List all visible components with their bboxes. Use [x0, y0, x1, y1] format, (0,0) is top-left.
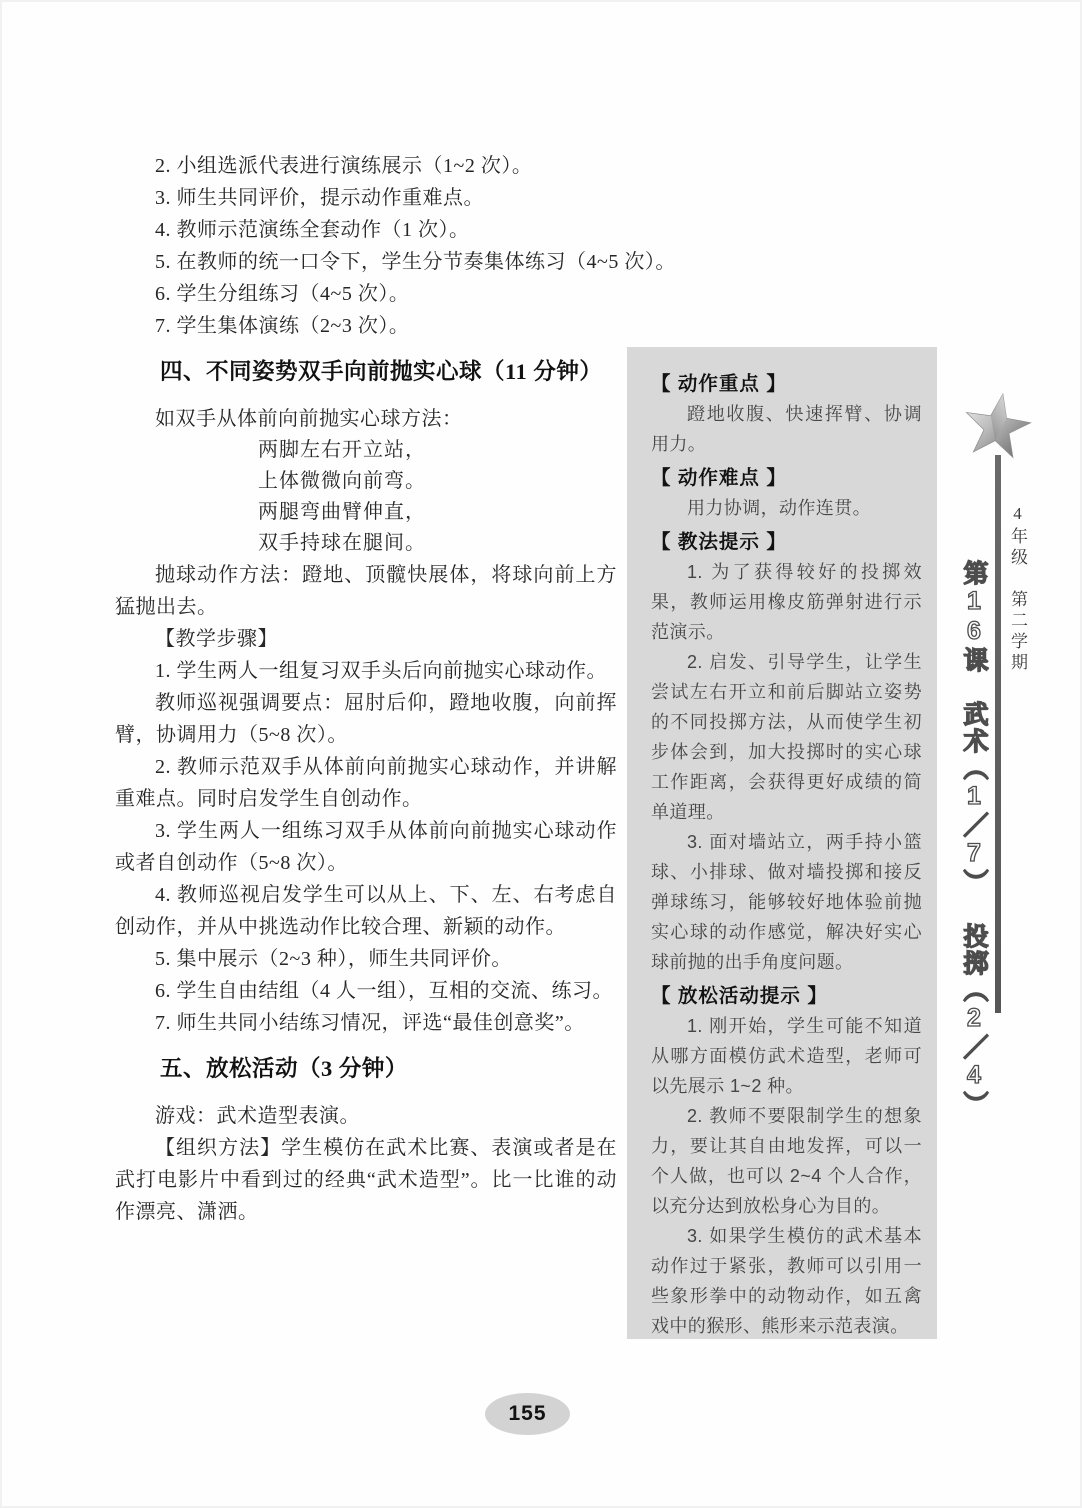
paragraph: 6. 学生自由结组（4 人一组），互相的交流、练习。 — [155, 980, 613, 1002]
tips-paragraph: 3. 面对墙站立，两手持小篮球、小排球、做对墙投掷和接反弹球练习，能够较好地体验前抛实心球的动作感觉，解决好实心球前抛的出手角度问题。 — [651, 832, 922, 972]
tips-paragraph: 2. 教师不要限制学生的想象力，要让其自由地发挥，可以一个人做，也可以 2~4 个人合作，以充分达到放松身心为目的。 — [651, 1106, 922, 1216]
page-number: 155 — [508, 1402, 547, 1425]
tips-heading: 【 放松活动提示 】 — [651, 985, 828, 1007]
list-item: 3. 师生共同评价，提示动作重难点。 — [155, 187, 484, 209]
rhyme-line: 两脚左右开立站， — [258, 439, 426, 461]
paragraph: 【组织方法】学生模仿在武术比赛、表演或者是在武打电影片中看到过的经典“武术造型”。比一比谁的动作漂亮、潇洒。 — [115, 1137, 617, 1223]
list-item: 4. 教师示范演练全套动作（1 次）。 — [155, 219, 470, 241]
tips-box — [627, 347, 937, 1339]
grade-label: 4年级 第二学期 — [1008, 504, 1027, 674]
list-item: 5. 在教师的统一口令下，学生分节奏集体练习（4~5 次）。 — [155, 251, 676, 273]
tips-heading: 【 动作难点 】 — [651, 467, 787, 489]
section-4-heading: 四、不同姿势双手向前抛实心球（11 分钟） — [160, 359, 603, 384]
section-4-intro: 如双手从体前向前抛实心球方法： — [155, 408, 463, 430]
rhyme-line: 上体微微向前弯。 — [258, 470, 426, 492]
rhyme-line: 双手持球在腿间。 — [258, 532, 426, 554]
tips-paragraph: 2. 启发、引导学生，让学生尝试左右开立和前后脚站立姿势的不同投掷方法，从而使学生初步体会到，加大投掷时的实心球工作距离，会获得更好成绩的简单道理。 — [651, 652, 922, 822]
tips-paragraph: 蹬地收腹、快速挥臂、协调用力。 — [651, 404, 922, 454]
paragraph: 5. 集中展示（2~3 种），师生共同评价。 — [155, 948, 512, 970]
paragraph: 【教学步骤】 — [155, 628, 278, 650]
tips-paragraph: 3. 如果学生模仿的武术基本动作过于紧张，教师可以引用一些象形拳中的动物动作，如五禽戏中的猴形、熊形来示范表演。 — [651, 1226, 922, 1336]
list-item: 6. 学生分组练习（4~5 次）。 — [155, 283, 410, 305]
rhyme-line: 两腿弯曲臂伸直， — [258, 501, 426, 523]
tips-paragraph: 1. 刚开始，学生可能不知道从哪方面模仿武术造型，老师可以先展示 1~2 种。 — [651, 1016, 922, 1096]
margin-line — [995, 455, 1001, 1013]
star-icon — [955, 392, 1039, 460]
paragraph: 4. 教师巡视启发学生可以从上、下、左、右考虑自创动作，并从中挑选动作比较合理、新颖的动作。 — [115, 884, 617, 938]
paragraph: 2. 教师示范双手从体前向前抛实心球动作，并讲解重难点。同时启发学生自创动作。 — [115, 756, 617, 810]
main-content — [115, 150, 676, 1228]
list-item: 2. 小组选派代表进行演练展示（1~2 次）。 — [155, 155, 533, 177]
rhyme-block — [115, 435, 617, 559]
tips-paragraph: 1. 为了获得较好的投掷效果，教师运用橡皮筋弹射进行示范演示。 — [651, 562, 922, 642]
section-5-heading: 五、放松活动（3 分钟） — [160, 1056, 408, 1081]
lesson-label: 第16课 武术︵1／7︶ 投掷︵2／4︶ — [960, 560, 988, 1118]
paragraph: 游戏：武术造型表演。 — [155, 1105, 360, 1127]
tips-heading: 【 教法提示 】 — [651, 531, 787, 553]
page-number-badge — [485, 1393, 570, 1435]
tips-paragraph: 用力协调，动作连贯。 — [687, 498, 871, 518]
paragraph: 3. 学生两人一组练习双手从体前向前抛实心球动作或者自创动作（5~8 次）。 — [115, 820, 617, 874]
paragraph: 7. 师生共同小结练习情况，评选“最佳创意奖”。 — [155, 1012, 585, 1034]
paragraph: 1. 学生两人一组复习双手头后向前抛实心球动作。 — [155, 660, 607, 682]
paragraph: 教师巡视强调要点：屈肘后仰，蹬地收腹，向前挥臂，协调用力（5~8 次）。 — [115, 692, 617, 746]
list-item: 7. 学生集体演练（2~3 次）。 — [155, 315, 410, 337]
paragraph: 抛球动作方法：蹬地、顶髋快展体，将球向前上方猛抛出去。 — [115, 564, 617, 618]
tips-heading: 【 动作重点 】 — [651, 373, 787, 395]
